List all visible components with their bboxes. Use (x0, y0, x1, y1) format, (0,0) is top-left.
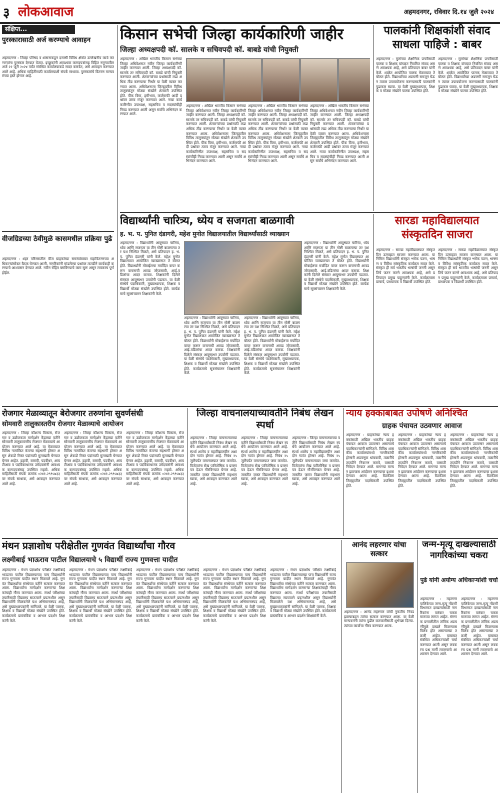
right-top-body-a: अहमदनगर : मुलांच्या शैक्षणिक प्रगतीसाठी पालक व शिक्षक यांच्यात नियमित संवाद असणे आवश्यक आहे, असे प्रतिपादन बाबर यांनी केले. शाळेत आयोजित पालक मेळाव्यात ते बोलत होते. विद्यार्थ्यांच्या अडचणी समजून घेऊन त्यावर उपाययोजना करण्यासाठी पालकांनी पुढाकार घ्यावा. या वेळी मुख्याध्यापक, शिक्षक व मोठ्या संख्येने पालक उपस्थित होते. (376, 57, 435, 94)
story7-headline: आनंद लहरणार यांचा सत्कार (351, 540, 407, 558)
story4-body-c: अहमदनगर : जिल्हा वाचनालयाच्या वतीने विद्यार्थ्यांसाठी निबंध लेखन स्पर्धेचे आयोजन करण्यात आले आहे. स्पर्धा शालेय व महाविद्यालयीन अशा दोन गटांत होणार आहे. निबंध २५ जुलैपर्यंत वाचनालयात जमा करावेत. विजेत्यांना रोख पारितोषिक व प्रमाणपत्र देऊन गौरविण्यात येणार आहे. जास्तीत जास्त विद्यार्थ्यांनी सहभाग घ्यावा, असे आवाहन करण्यात आले आहे. (292, 436, 340, 486)
section-tag: संक्षिप्त... (2, 25, 75, 34)
story2-body-a: अहमदनगर : विद्यार्थ्यांनी आयुष्यात चारित्र्य, ध्येय आणि सजगता या तीन गोष्टी बाळगल्या तर यश निश्चित मिळते, असे प्रतिपादन ह. भ. प. पुनित दंडागरी यांनी केले. महेश मुनोत विद्यालयात आयोजित व्याख्यानात ते बोलत होते. विद्यार्थ्यांनी मोबाईलचा मर्यादित वापर करून वाचनाची आवड जोपासावी. आई-वडिलांचा आदर करावा. शिक्षकांनी दिलेले संस्कार आयुष्यभर उपयोगी पडतात. या वेळी संस्थेचे पदाधिकारी, मुख्याध्यापक, शिक्षक व विद्यार्थी मोठ्या संख्येने उपस्थित होते. कार्यक्रमाचे सूत्रसंचालन शिक्षकांनी केले. (120, 241, 180, 296)
story5-body-a: अहमदनगर : ग्राहकांच्या न्याय हक्कांसाठी अखिल भारतीय ग्राहक पंचायत आवाज उठवणार असल्याचे पदाधिकाऱ्यांनी सांगितले. विविध शासकीय कार्यालयांमध्ये नागरिकांची होणारी अडवणूक थांबवावी, तक्रारींचे तातडीने निवारण करावे, यासाठी निवेदन देण्यात आले. मागण्या मान्य न झाल्यास आंदोलन करण्याचा इशारा देण्यात आला आहे. बैठकीला जिल्ह्यातील पदाधिकारी उपस्थित होते. (346, 433, 394, 488)
right-top-body-b: अहमदनगर : मुलांच्या शैक्षणिक प्रगतीसाठी पालक व शिक्षक यांच्यात नियमित संवाद असणे आवश्यक आहे, असे प्रतिपादन बाबर यांनी केले. शाळेत आयोजित पालक मेळाव्यात ते बोलत होते. विद्यार्थ्यांच्या अडचणी समजून घेऊन त्यावर उपाययोजना करण्यासाठी पालकांनी पुढाकार घ्यावा. या वेळी मुख्याध्यापक, शिक्षक व मोठ्या संख्येने पालक उपस्थित होते. (438, 57, 498, 94)
top-story-body-a: अहमदनगर : अखिल भारतीय किसान सभेच्या जिल्हा अधिवेशनात नवीन जिल्हा कार्यकारिणी जाहीर करण्यात आली. जिल्हा अध्यक्षपदी कॉ. सालके तर सचिवपदी कॉ. बाबडे यांची नियुक्ती करण्यात आली. शेतकऱ्यांच्या प्रश्नांसाठी लढा अधिक तीव्र करण्याचा निर्धार या वेळी व्यक्त करण्यात आला. अधिवेशनाला जिल्ह्यातील विविध तालुक्यांतून मोठ्या संख्येने शेतकरी उपस्थित होते. पीक विमा, हमीभाव, कर्जमाफी आदी प्रश्नांवर ठराव मंजूर करण्यात आले. नव्या कार्यकारिणीत उपाध्यक्ष, सहसचिव व सदस्यांचीही निवड करण्यात आली असून सर्वांचे अभिनंदन करण्यात आले. (120, 57, 182, 117)
story-5 (346, 408, 498, 536)
story4-body-b: अहमदनगर : जिल्हा वाचनालयाच्या वतीने विद्यार्थ्यांसाठी निबंध लेखन स्पर्धेचे आयोजन करण्यात आले आहे. स्पर्धा शालेय व महाविद्यालयीन अशा दोन गटांत होणार आहे. निबंध २५ जुलैपर्यंत वाचनालयात जमा करावेत. विजेत्यांना रोख पारितोषिक व प्रमाणपत्र देऊन गौरविण्यात येणार आहे. जास्तीत जास्त विद्यार्थ्यांनी सहभाग घ्यावा, असे आवाहन करण्यात आले आहे. (241, 436, 288, 486)
story8-body-b: अहमदनगर : महानगरपालिकेच्या जन्म-मृत्यू नोंदणी विभागात दाखल्यांसाठी नागरिकांना वारंवार चकरा माराव्या लागत आहेत. संगणक प्रणालीतील तांत्रिक अडचणींमुळे दाखले मिळण्यास विलंब होत असल्याच्या तक्रारी आहेत. याबाबत संबंधित अधिकाऱ्यांशी चर्चा करण्यात आली असून लवकरच प्रश्न मार्गी लावण्याचे आश्वासन देण्यात आले. (461, 597, 498, 657)
story3-subhead: सोमवारी तालुकास्तरीय रोजगार मेळाव्याचे आयोजन (2, 420, 124, 428)
story2-body-b: अहमदनगर : विद्यार्थ्यांनी आयुष्यात चारित्र्य, ध्येय आणि सजगता या तीन गोष्टी बाळगल्या तर यश निश्चित मिळते, असे प्रतिपादन ह. भ. प. पुनित दंडागरी यांनी केले. महेश मुनोत विद्यालयात आयोजित व्याख्यानात ते बोलत होते. विद्यार्थ्यांनी मोबाईलचा मर्यादित वापर करून वाचनाची आवड जोपासावी. आई-वडिलांचा आदर करावा. शिक्षकांनी दिलेले संस्कार आयुष्यभर उपयोगी पडतात. या वेळी संस्थेचे पदाधिकारी, मुख्याध्यापक, शिक्षक व विद्यार्थी मोठ्या संख्येने उपस्थित होते. कार्यक्रमाचे सूत्रसंचालन शिक्षकांनी केले. (184, 316, 240, 376)
story8-subhead: पुढे यांनी अयोग्य अधिकाऱ्यांशी चर्चा (420, 577, 498, 584)
news-photo (300, 58, 338, 102)
brand-logo: लोकआवाज (18, 5, 74, 20)
story3-body-a: अहमदनगर : जिल्हा कौशल्य विकास, रोजगार व उद्योजकता मार्गदर्शन केंद्राच्या वतीने सोमवारी तालुकास्तरीय रोजगार मेळाव्याचे आयोजन करण्यात आले आहे. या मेळाव्यात विविध नामांकित कंपन्या सहभागी होणार असून शेकडो रिक्त पदांसाठी मुलाखती घेण्यात येणार आहेत. दहावी, बारावी, पदवीधर, आयटीआय व पदविकाधारक उमेदवारांनी आवश्यक कागदपत्रांसह उपस्थित राहावे. अधिक माहितीसाठी संपर्क क्रमांक ०२४१-२९९५७३३ वर संपर्क साधावा, असे आवाहन करण्यात आले आहे. (2, 431, 60, 486)
story4-body-a: अहमदनगर : जिल्हा वाचनालयाच्या वतीने विद्यार्थ्यांसाठी निबंध लेखन स्पर्धेचे आयोजन करण्यात आले आहे. स्पर्धा शालेय व महाविद्यालयीन अशा दोन गटांत होणार आहे. निबंध २५ जुलैपर्यंत वाचनालयात जमा करावेत. विजेत्यांना रोख पारितोषिक व प्रमाणपत्र देऊन गौरविण्यात येणार आहे. जास्तीत जास्त विद्यार्थ्यांनी सहभाग घ्यावा, असे आवाहन करण्यात आले आहे. (190, 436, 237, 486)
right-top-story (376, 24, 498, 210)
story7-body: अहमदनगर : आनंद लहरणार यांची नुकतीच निवड झाल्याबद्दल त्यांचा सत्कार करण्यात आला. या वेळी मान्यवरांनी त्यांना पुढील वाटचालीसाठी शुभेच्छा दिल्या. त्यांच्या कार्याचा गौरव करण्यात आला. (344, 610, 414, 628)
story4-headline: जिल्हा वाचनालयाच्यावतीने निबंध लेखन स्पर्धा (196, 408, 334, 431)
item1-title: पुरस्कारासाठी अर्ज करण्याचे आवाहन (2, 36, 91, 44)
story6-body-e: अहमदनगर : मंथन प्रज्ञाशोध परीक्षेत लक्ष्मीबाई भाऊराव पाटील विद्यालयाच्या पाच विद्यार्थ्यांनी राज्य गुणवत्ता यादीत स्थान मिळवले आहे. गुणवंत विद्यार्थ्यांचा संस्थेच्या वतीने सत्कार करण्यात आला. विद्यार्थ्यांना मार्गदर्शन करणाऱ्या शिक्षकांचाही गौरव करण्यात आला. स्पर्धा परीक्षांच्या तयारीसाठी विद्यालय सातत्याने प्रयत्नशील असून विद्यार्थ्यांनी मिळवलेले यश अभिमानास्पद आहे, असे मुख्याध्यापकांनी सांगितले. या वेळी पालक, शिक्षक व विद्यार्थी मोठ्या संख्येने उपस्थित होते. कार्यक्रमाचे प्रास्ताविक व आभार प्रदर्शन शिक्षकांनी केले. (270, 568, 336, 618)
right-mid-body-a: अहमदनगर : सारडा महाविद्यालयात संस्कृत दिन उत्साहात साजरा करण्यात आला. या निमित्त विद्यार्थ्यांनी संस्कृत श्लोक पठण, भाषण व विविध सांस्कृतिक कार्यक्रम सादर केले. संस्कृत ही सर्व भारतीय भाषांची जननी असून तिचे जतन करणे आवश्यक आहे, असे प्रतिपादन प्रमुख पाहुण्यांनी केले. कार्यक्रमाला प्राचार्य, प्राध्यापक व विद्यार्थी उपस्थित होते. (376, 248, 435, 285)
story6-body-b: अहमदनगर : मंथन प्रज्ञाशोध परीक्षेत लक्ष्मीबाई भाऊराव पाटील विद्यालयाच्या पाच विद्यार्थ्यांनी राज्य गुणवत्ता यादीत स्थान मिळवले आहे. गुणवंत विद्यार्थ्यांचा संस्थेच्या वतीने सत्कार करण्यात आला. विद्यार्थ्यांना मार्गदर्शन करणाऱ्या शिक्षकांचाही गौरव करण्यात आला. स्पर्धा परीक्षांच्या तयारीसाठी विद्यालय सातत्याने प्रयत्नशील असून विद्यार्थ्यांनी मिळवलेले यश अभिमानास्पद आहे, असे मुख्याध्यापकांनी सांगितले. या वेळी पालक, शिक्षक व विद्यार्थी मोठ्या संख्येने उपस्थित होते. कार्यक्रमाचे प्रास्ताविक व आभार प्रदर्शन शिक्षकांनी केले. (69, 568, 132, 623)
story5-body-c: अहमदनगर : ग्राहकांच्या न्याय हक्कांसाठी अखिल भारतीय ग्राहक पंचायत आवाज उठवणार असल्याचे पदाधिकाऱ्यांनी सांगितले. विविध शासकीय कार्यालयांमध्ये नागरिकांची होणारी अडवणूक थांबवावी, तक्रारींचे तातडीने निवारण करावे, यासाठी निवेदन देण्यात आले. मागण्या मान्य न झाल्यास आंदोलन करण्याचा इशारा देण्यात आला आहे. बैठकीला जिल्ह्यातील पदाधिकारी उपस्थित होते. (450, 433, 498, 488)
story3-body-b: अहमदनगर : जिल्हा कौशल्य विकास, रोजगार व उद्योजकता मार्गदर्शन केंद्राच्या वतीने सोमवारी तालुकास्तरीय रोजगार मेळाव्याचे आयोजन करण्यात आले आहे. या मेळाव्यात विविध नामांकित कंपन्या सहभागी होणार असून शेकडो रिक्त पदांसाठी मुलाखती घेण्यात येणार आहेत. दहावी, बारावी, पदवीधर, आयटीआय व पदविकाधारक उमेदवारांनी आवश्यक कागदपत्रांसह उपस्थित राहावे. अधिक माहितीसाठी संपर्क क्रमांक ०२४१-२९९५७३३ वर संपर्क साधावा, असे आवाहन करण्यात आले आहे. (64, 431, 122, 486)
story2-body-c: अहमदनगर : विद्यार्थ्यांनी आयुष्यात चारित्र्य, ध्येय आणि सजगता या तीन गोष्टी बाळगल्या तर यश निश्चित मिळते, असे प्रतिपादन ह. भ. प. पुनित दंडागरी यांनी केले. महेश मुनोत विद्यालयात आयोजित व्याख्यानात ते बोलत होते. विद्यार्थ्यांनी मोबाईलचा मर्यादित वापर करून वाचनाची आवड जोपासावी. आई-वडिलांचा आदर करावा. शिक्षकांनी दिलेले संस्कार आयुष्यभर उपयोगी पडतात. या वेळी संस्थेचे पदाधिकारी, मुख्याध्यापक, शिक्षक व विद्यार्थी मोठ्या संख्येने उपस्थित होते. कार्यक्रमाचे सूत्रसंचालन शिक्षकांनी केले. (244, 316, 300, 376)
top-story-body-b: अहमदनगर : अखिल भारतीय किसान सभेच्या जिल्हा अधिवेशनात नवीन जिल्हा कार्यकारिणी जाहीर करण्यात आली. जिल्हा अध्यक्षपदी कॉ. सालके तर सचिवपदी कॉ. बाबडे यांची नियुक्ती करण्यात आली. शेतकऱ्यांच्या प्रश्नांसाठी लढा अधिक तीव्र करण्याचा निर्धार या वेळी व्यक्त करण्यात आला. अधिवेशनाला जिल्ह्यातील विविध तालुक्यांतून मोठ्या संख्येने शेतकरी उपस्थित होते. पीक विमा, हमीभाव, कर्जमाफी आदी प्रश्नांवर ठराव मंजूर करण्यात आले. नव्या कार्यकारिणीत उपाध्यक्ष, सहसचिव व सदस्यांचीही निवड करण्यात आली असून सर्वांचे अभिनंदन करण्यात आले. (186, 104, 246, 164)
story2-headline: विद्यार्थ्यांनी चारित्र्य, ध्येय व सजगता बाळगावी (120, 215, 295, 227)
item1-body: अहमदनगर : जिल्हा परिषद व शासनाकडून दरवर्षी विविध क्षेत्रांत उल्लेखनीय कार्य करणाऱ्यांना पुरस्कार देण्यात येतात. इच्छुकांनी आवश्यक कागदपत्रांसह विहित नमुन्यातील अर्ज २२ जुलै २०२४ पर्यंत संबंधित कार्यालयाकडे सादर करावेत, असे आवाहन करण्यात आले आहे. अधिक माहितीसाठी कार्यालयाशी संपर्क साधावा. पुरस्कारांचे वितरण मान्यवरांच्या हस्ते होणार आहे. (2, 56, 114, 79)
left-column (2, 25, 114, 403)
item2-body: अहमदनगर : शहर परिसरातील वीज ग्राहकांच्या समस्यांबाबत महावितरणच्या अधिकाऱ्यांसोबत बैठक घेण्यात आली. नागरिकांनी मांडलेल्या प्रश्नांवर तातडीने कार्यवाही करण्याचे आश्वासन देण्यात आले. नवीन रोहित्र बसविण्याचे काम सुरू असून लवकरच पूर्ण होईल. (2, 257, 114, 275)
story-2 (120, 214, 370, 404)
story-7 (344, 540, 414, 793)
edition-date: अहमदनगर, रविवार दि.१४ जुलै २०२४ (403, 8, 494, 16)
news-photo (346, 562, 414, 608)
news-photo (186, 58, 224, 102)
news-photo (224, 58, 262, 102)
top-story-subhead: जिल्हा अध्यक्षपदी कॉ. सालके व सचिवपदी कॉ. बाबडे यांची नियुक्ती (120, 45, 299, 54)
story2-body-d: अहमदनगर : विद्यार्थ्यांनी आयुष्यात चारित्र्य, ध्येय आणि सजगता या तीन गोष्टी बाळगल्या तर यश निश्चित मिळते, असे प्रतिपादन ह. भ. प. पुनित दंडागरी यांनी केले. महेश मुनोत विद्यालयात आयोजित व्याख्यानात ते बोलत होते. विद्यार्थ्यांनी मोबाईलचा मर्यादित वापर करून वाचनाची आवड जोपासावी. आई-वडिलांचा आदर करावा. शिक्षकांनी दिलेले संस्कार आयुष्यभर उपयोगी पडतात. या वेळी संस्थेचे पदाधिकारी, मुख्याध्यापक, शिक्षक व विद्यार्थी मोठ्या संख्येने उपस्थित होते. कार्यक्रमाचे सूत्रसंचालन शिक्षकांनी केले. (304, 241, 369, 291)
story-4 (190, 408, 340, 536)
top-story-body-c: अहमदनगर : अखिल भारतीय किसान सभेच्या जिल्हा अधिवेशनात नवीन जिल्हा कार्यकारिणी जाहीर करण्यात आली. जिल्हा अध्यक्षपदी कॉ. सालके तर सचिवपदी कॉ. बाबडे यांची नियुक्ती करण्यात आली. शेतकऱ्यांच्या प्रश्नांसाठी लढा अधिक तीव्र करण्याचा निर्धार या वेळी व्यक्त करण्यात आला. अधिवेशनाला जिल्ह्यातील विविध तालुक्यांतून मोठ्या संख्येने शेतकरी उपस्थित होते. पीक विमा, हमीभाव, कर्जमाफी आदी प्रश्नांवर ठराव मंजूर करण्यात आले. नव्या कार्यकारिणीत उपाध्यक्ष, सहसचिव व सदस्यांचीही निवड करण्यात आली असून सर्वांचे अभिनंदन करण्यात आले. (248, 104, 308, 164)
right-mid-body-b: अहमदनगर : सारडा महाविद्यालयात संस्कृत दिन उत्साहात साजरा करण्यात आला. या निमित्त विद्यार्थ्यांनी संस्कृत श्लोक पठण, भाषण व विविध सांस्कृतिक कार्यक्रम सादर केले. संस्कृत ही सर्व भारतीय भाषांची जननी असून तिचे जतन करणे आवश्यक आहे, असे प्रतिपादन प्रमुख पाहुण्यांनी केले. कार्यक्रमाला प्राचार्य, प्राध्यापक व विद्यार्थी उपस्थित होते. (438, 248, 498, 285)
story3-headline: रोजगार मेळाव्यातून बेरोजगार तरुणांना सुवर्णसंधी (2, 409, 144, 418)
story2-subhead: ह. भ. प. पुनित दंडागरी, महेश मुनोत विद्यालयातील विद्यार्थ्यांसाठी व्याख्यान (120, 231, 290, 238)
story3-body-c: अहमदनगर : जिल्हा कौशल्य विकास, रोजगार व उद्योजकता मार्गदर्शन केंद्राच्या वतीने सोमवारी तालुकास्तरीय रोजगार मेळाव्याचे आयोजन करण्यात आले आहे. या मेळाव्यात विविध नामांकित कंपन्या सहभागी होणार असून शेकडो रिक्त पदांसाठी मुलाखती घेण्यात येणार आहेत. दहावी, बारावी, पदवीधर, आयटीआय व पदविकाधारक उमेदवारांनी आवश्यक कागदपत्रांसह उपस्थित राहावे. अधिक माहितीसाठी संपर्क क्रमांक ०२४१-२९९५७३३ वर संपर्क साधावा, असे आवाहन करण्यात आले आहे. (126, 431, 184, 486)
story8-headline: जन्म-मृत्यू दाखल्यासाठी नागरिकांच्या चकरा (422, 540, 496, 561)
story6-body-d: अहमदनगर : मंथन प्रज्ञाशोध परीक्षेत लक्ष्मीबाई भाऊराव पाटील विद्यालयाच्या पाच विद्यार्थ्यांनी राज्य गुणवत्ता यादीत स्थान मिळवले आहे. गुणवंत विद्यार्थ्यांचा संस्थेच्या वतीने सत्कार करण्यात आला. विद्यार्थ्यांना मार्गदर्शन करणाऱ्या शिक्षकांचाही गौरव करण्यात आला. स्पर्धा परीक्षांच्या तयारीसाठी विद्यालय सातत्याने प्रयत्नशील असून विद्यार्थ्यांनी मिळवलेले यश अभिमानास्पद आहे, असे मुख्याध्यापकांनी सांगितले. या वेळी पालक, शिक्षक व विद्यार्थी मोठ्या संख्येने उपस्थित होते. कार्यक्रमाचे प्रास्ताविक व आभार प्रदर्शन शिक्षकांनी केले. (203, 568, 266, 623)
story5-subhead: ग्राहक पंचायत उठवणार आवाज (381, 422, 463, 430)
story-8 (420, 540, 498, 793)
story5-body-b: अहमदनगर : ग्राहकांच्या न्याय हक्कांसाठी अखिल भारतीय ग्राहक पंचायत आवाज उठवणार असल्याचे पदाधिकाऱ्यांनी सांगितले. विविध शासकीय कार्यालयांमध्ये नागरिकांची होणारी अडवणूक थांबवावी, तक्रारींचे तातडीने निवारण करावे, यासाठी निवेदन देण्यात आले. मागण्या मान्य न झाल्यास आंदोलन करण्याचा इशारा देण्यात आला आहे. बैठकीला जिल्ह्यातील पदाधिकारी उपस्थित होते. (398, 433, 446, 488)
item2-title: वीजग्रिडच्या ठेवीमुळे कासमधील प्रक्रिया पुढे (2, 235, 113, 243)
right-mid-story (376, 214, 498, 404)
right-top-headline: पालकांनी शिक्षकांशी संवाद साधला पाहिजे : बाबर (383, 24, 491, 51)
masthead (0, 0, 500, 24)
story-6 (2, 540, 338, 793)
top-story-body-d: अहमदनगर : अखिल भारतीय किसान सभेच्या जिल्हा अधिवेशनात नवीन जिल्हा कार्यकारिणी जाहीर करण्यात आली. जिल्हा अध्यक्षपदी कॉ. सालके तर सचिवपदी कॉ. बाबडे यांची नियुक्ती करण्यात आली. शेतकऱ्यांच्या प्रश्नांसाठी लढा अधिक तीव्र करण्याचा निर्धार या वेळी व्यक्त करण्यात आला. अधिवेशनाला जिल्ह्यातील विविध तालुक्यांतून मोठ्या संख्येने शेतकरी उपस्थित होते. पीक विमा, हमीभाव, कर्जमाफी आदी प्रश्नांवर ठराव मंजूर करण्यात आले. नव्या कार्यकारिणीत उपाध्यक्ष, सहसचिव व सदस्यांचीही निवड करण्यात आली असून सर्वांचे अभिनंदन करण्यात आले. (310, 104, 369, 164)
story6-body-c: अहमदनगर : मंथन प्रज्ञाशोध परीक्षेत लक्ष्मीबाई भाऊराव पाटील विद्यालयाच्या पाच विद्यार्थ्यांनी राज्य गुणवत्ता यादीत स्थान मिळवले आहे. गुणवंत विद्यार्थ्यांचा संस्थेच्या वतीने सत्कार करण्यात आला. विद्यार्थ्यांना मार्गदर्शन करणाऱ्या शिक्षकांचाही गौरव करण्यात आला. स्पर्धा परीक्षांच्या तयारीसाठी विद्यालय सातत्याने प्रयत्नशील असून विद्यार्थ्यांनी मिळवलेले यश अभिमानास्पद आहे, असे मुख्याध्यापकांनी सांगितले. या वेळी पालक, शिक्षक व विद्यार्थी मोठ्या संख्येने उपस्थित होते. कार्यक्रमाचे प्रास्ताविक व आभार प्रदर्शन शिक्षकांनी केले. (136, 568, 199, 623)
page-number: ३ (3, 6, 10, 21)
news-photo (338, 58, 370, 102)
top-story (120, 24, 370, 210)
story6-body-a: अहमदनगर : मंथन प्रज्ञाशोध परीक्षेत लक्ष्मीबाई भाऊराव पाटील विद्यालयाच्या पाच विद्यार्थ्यांनी राज्य गुणवत्ता यादीत स्थान मिळवले आहे. गुणवंत विद्यार्थ्यांचा संस्थेच्या वतीने सत्कार करण्यात आला. विद्यार्थ्यांना मार्गदर्शन करणाऱ्या शिक्षकांचाही गौरव करण्यात आला. स्पर्धा परीक्षांच्या तयारीसाठी विद्यालय सातत्याने प्रयत्नशील असून विद्यार्थ्यांनी मिळवलेले यश अभिमानास्पद आहे, असे मुख्याध्यापकांनी सांगितले. या वेळी पालक, शिक्षक व विद्यार्थी मोठ्या संख्येने उपस्थित होते. कार्यक्रमाचे प्रास्ताविक व आभार प्रदर्शन शिक्षकांनी केले. (2, 568, 65, 623)
story-3 (2, 408, 184, 536)
story6-subhead: लक्ष्मीबाई भाऊराव पाटील विद्यालयाचे ५ विद्यार्थी राज्य गुणवत्ता यादीत (2, 556, 178, 564)
right-mid-headline: सारडा महाविद्यालयात संस्कृतदिन साजरा (394, 214, 480, 241)
story6-headline: मंथन प्रज्ञाशोध परीक्षेतील गुणवंत विद्यार्थ्यांचा गौरव (2, 541, 176, 552)
story8-body-a: अहमदनगर : महानगरपालिकेच्या जन्म-मृत्यू नोंदणी विभागात दाखल्यांसाठी नागरिकांना वारंवार चकरा माराव्या लागत आहेत. संगणक प्रणालीतील तांत्रिक अडचणींमुळे दाखले मिळण्यास विलंब होत असल्याच्या तक्रारी आहेत. याबाबत संबंधित अधिकाऱ्यांशी चर्चा करण्यात आली असून लवकरच प्रश्न मार्गी लावण्याचे आश्वासन देण्यात आले. (420, 597, 457, 657)
news-photo (262, 58, 300, 102)
top-story-headline: किसान सभेची जिल्हा कार्यकारिणी जाहीर (120, 25, 344, 43)
news-photo (184, 241, 302, 315)
story5-headline: न्याय हक्काबाबत उपोषणे अनिश्चित (346, 408, 468, 419)
